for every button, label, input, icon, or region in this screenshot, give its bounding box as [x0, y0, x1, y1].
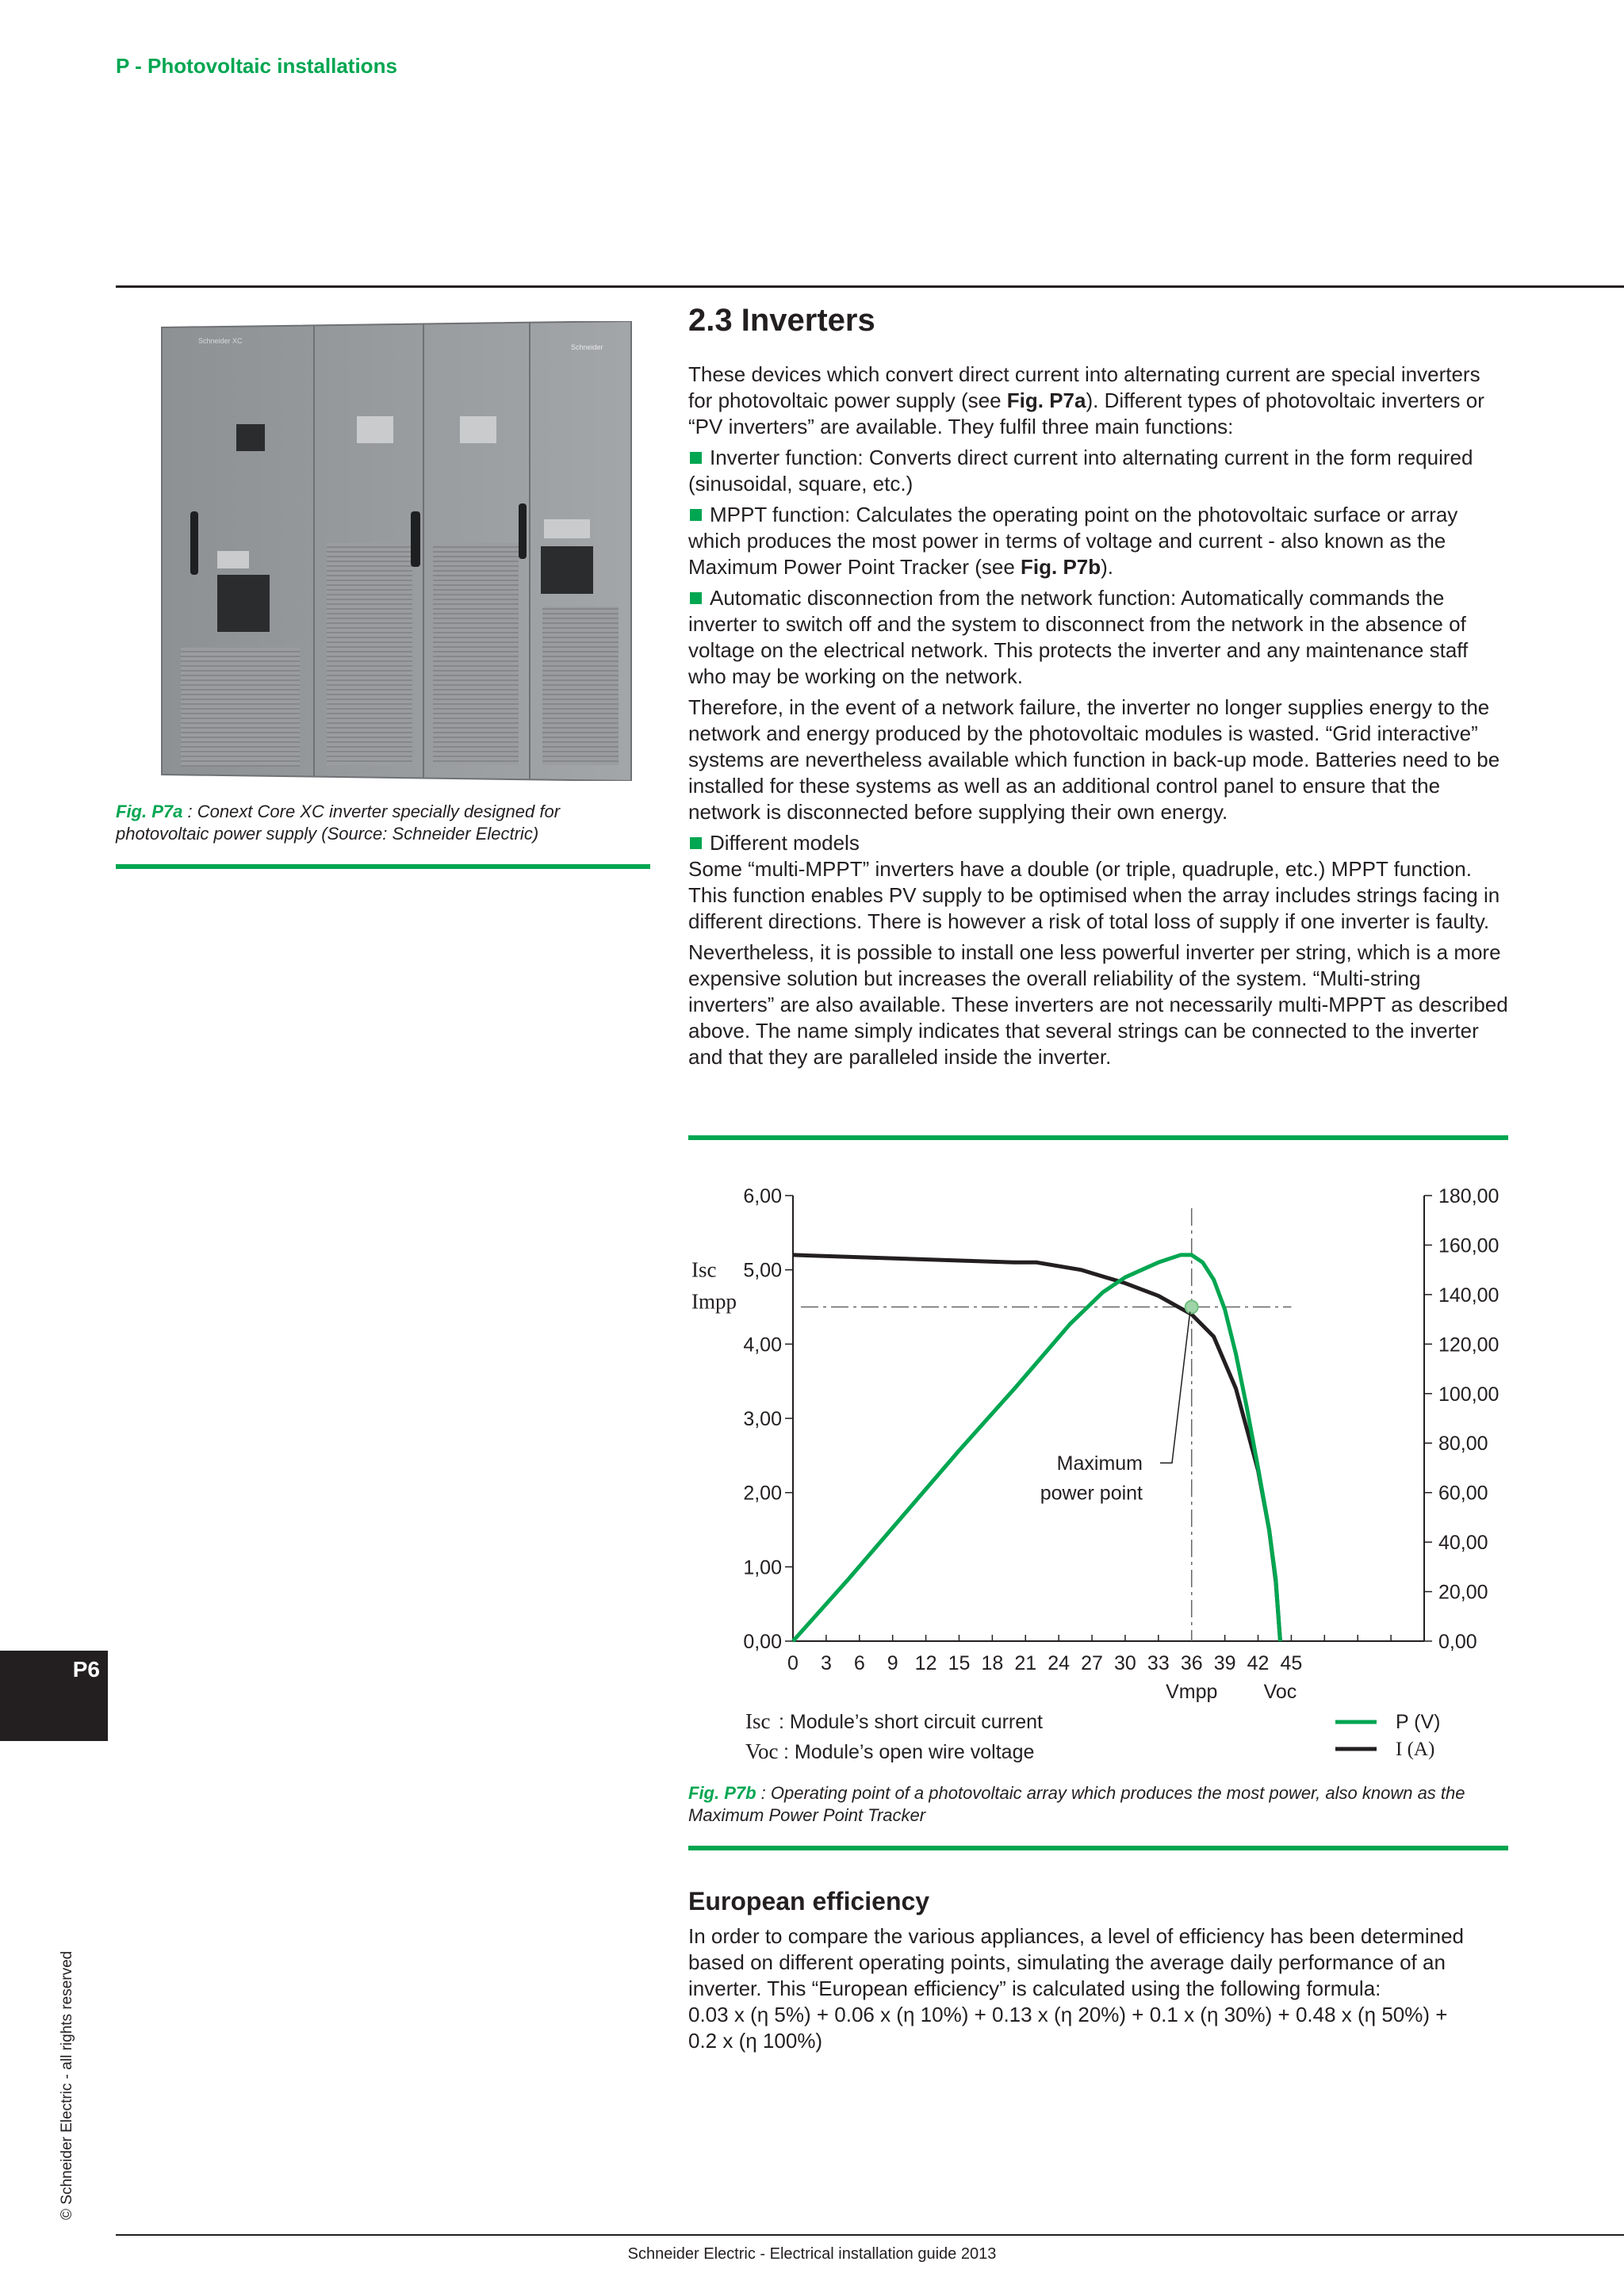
- mpp-leader-line: [1160, 1312, 1190, 1464]
- y-right-tick-label: 140,00: [1438, 1284, 1500, 1307]
- y-right-tick-label: 60,00: [1438, 1482, 1488, 1505]
- legend-label: I (A): [1396, 1739, 1435, 1760]
- impp-label: Impp: [691, 1289, 737, 1314]
- x-tick-label: 12: [914, 1652, 937, 1674]
- footer-text: Schneider Electric - Electrical installation guide 2013: [627, 2245, 997, 2263]
- isc-label: Isc: [691, 1257, 717, 1282]
- mpp-label-line2: power point: [1040, 1482, 1143, 1505]
- european-efficiency-body: [688, 1923, 1513, 2054]
- current-curve: [793, 1255, 1280, 1641]
- section-title: 2.3 Inverters: [688, 303, 875, 338]
- y-left-tick-label: 3,00: [743, 1408, 782, 1430]
- x-tick-label: 21: [1014, 1652, 1037, 1674]
- x-tick-label: 30: [1114, 1652, 1136, 1674]
- x-tick-label: 39: [1213, 1652, 1236, 1674]
- figure-p7a-caption: [116, 801, 623, 845]
- y-left-tick-label: 6,00: [743, 1185, 782, 1207]
- y-right-tick-label: 80,00: [1438, 1433, 1488, 1456]
- vmpp-label: Vmpp: [1166, 1681, 1218, 1703]
- y-right-tick-label: 160,00: [1438, 1234, 1500, 1257]
- figure-p7a-caption-text: : Conext Core XC inverter specially designed for photovoltaic power supply (Source: Schneider Electric): [116, 802, 561, 844]
- x-tick-label: 15: [948, 1652, 971, 1674]
- x-tick-label: 33: [1147, 1652, 1170, 1674]
- figure-p7a-label: Fig. P7a: [116, 802, 183, 821]
- page-header-title: P - Photovoltaic installations: [116, 54, 397, 78]
- x-tick-label: 45: [1280, 1652, 1303, 1674]
- y-right-tick-label: 20,00: [1438, 1581, 1488, 1604]
- x-tick-label: 36: [1180, 1652, 1203, 1674]
- note-abbr: Isc: [745, 1709, 771, 1733]
- y-right-tick-label: 180,00: [1438, 1185, 1500, 1207]
- page-tab: [0, 1651, 108, 1741]
- y-left-tick-label: 0,00: [743, 1631, 782, 1653]
- x-tick-label: 9: [887, 1652, 898, 1674]
- european-efficiency-title: European efficiency: [688, 1887, 930, 1915]
- top-rule: [116, 285, 1624, 288]
- y-left-tick-label: 4,00: [743, 1334, 782, 1357]
- y-right-tick-label: 100,00: [1438, 1383, 1500, 1406]
- european-efficiency-formula-1: 0.03 x (η 5%) + 0.06 x (η 10%) + 0.13 x (η 20%) + 0.1 x (η 30%) + 0.48 x (η 50%) +: [688, 2003, 1448, 2026]
- figure-p7b-caption: [688, 1782, 1513, 1827]
- bullet-square-icon: [690, 837, 702, 849]
- image-text-1: Schneider XC: [198, 337, 243, 345]
- bullet-square-icon: [690, 509, 702, 521]
- note-text: : Module’s open wire voltage: [783, 1741, 1035, 1763]
- x-tick-label: 6: [853, 1652, 865, 1674]
- y-right-tick-label: 120,00: [1438, 1334, 1500, 1357]
- fig-ref-p7b: Fig. P7b: [1021, 555, 1101, 579]
- bullet-square-icon: [690, 452, 702, 464]
- paragraph-network-failure: Therefore, in the event of a network failure, the inverter no longer supplies energy to the network and energy produced by the photovoltaic modules is wasted. “Grid interactive” systems are nevertheless available which function in back-up mode. Batteries need to be installed for these systems as well as an additional control panel to ensure that the network is disconnected before supplying their own energy.: [688, 695, 1500, 824]
- figure-b-bottom-rule: [688, 1846, 1508, 1850]
- note-text: : Module’s short circuit current: [779, 1711, 1043, 1733]
- european-efficiency-formula-2: 0.2 x (η 100%): [688, 2029, 823, 2053]
- x-tick-label: 42: [1247, 1652, 1270, 1674]
- bullet-square-icon: [690, 592, 702, 604]
- x-tick-label: 24: [1048, 1652, 1071, 1674]
- paragraph-multi-mppt: Some “multi-MPPT” inverters have a double (or triple, quadruple, etc.) MPPT function. This function enables PV supply to be optimised when the array includes strings facing in different directions. There is however a risk of total loss of supply if one inverter is faulty.: [688, 857, 1500, 933]
- inverter-photo: [159, 321, 634, 781]
- bullet-different-models: Different models: [688, 830, 1510, 856]
- x-tick-label: 0: [787, 1652, 799, 1674]
- figure-a-rule: [116, 864, 650, 869]
- x-tick-label: 3: [820, 1652, 832, 1674]
- mpp-label-line1: Maximum: [1056, 1452, 1143, 1475]
- note-abbr: Voc: [745, 1739, 779, 1763]
- image-text-2: Schneider: [571, 343, 603, 351]
- y-left-tick-label: 1,00: [743, 1556, 782, 1579]
- x-tick-label: 18: [981, 1652, 1004, 1674]
- figure-p7b-label: Fig. P7b: [688, 1783, 756, 1803]
- bullet-inverter-function: Inverter function: Converts direct current into alternating current in the form required (sinusoidal, square, etc.): [688, 446, 1473, 496]
- x-tick-label: 27: [1081, 1652, 1103, 1674]
- bullet-mppt-function: MPPT function: Calculates the operating point on the photovoltaic surface or array which produces the most power in terms of voltage and current - also known as the Maximum Power Point Tracker (see Fig. P7b).: [688, 503, 1458, 579]
- copyright-text: © Schneider Electric - all rights reserved: [59, 1950, 75, 2220]
- bullet-disconnection-function: Automatic disconnection from the network function: Automatically commands the inverter to switch off and the system to disconnect from the network in the absence of voltage on the electrical network. This protects the inverter and any maintenance staff who may be working on the network.: [688, 586, 1469, 688]
- bottom-rule: [116, 2234, 1624, 2236]
- voc-label: Voc: [1263, 1681, 1297, 1703]
- legend-label: P (V): [1396, 1711, 1441, 1733]
- y-right-tick-label: 40,00: [1438, 1532, 1488, 1555]
- y-left-tick-label: 5,00: [743, 1259, 782, 1282]
- fig-ref-p7a: Fig. P7a: [1006, 388, 1086, 412]
- y-left-tick-label: 2,00: [743, 1482, 782, 1505]
- figure-b-top-rule: [688, 1135, 1508, 1140]
- page-tab-label: P6: [72, 1657, 100, 1682]
- mppt-chart: [688, 1173, 1510, 1776]
- figure-p7b-caption-text: : Operating point of a photovoltaic array which produces the most power, also known as the Maximum Power Point Tracker: [688, 1783, 1465, 1825]
- european-efficiency-text: In order to compare the various appliances, a level of efficiency has been determined based on different operating points, simulating the average daily performance of an inverter. This “European efficiency” is calculated using the following formula:: [688, 1924, 1464, 2000]
- paragraph-multi-string: Nevertheless, it is possible to install one less powerful inverter per string, which is a more expensive solution but increases the overall reliability of the system. “Multi-string inverters” are also available. These inverters are not necessarily multi-MPPT as described above. The name simply indicates that several strings can be connected to the inverter and that they are paralleled inside the inverter.: [688, 940, 1508, 1069]
- section-body: [688, 362, 1510, 1075]
- paragraph-intro: These devices which convert direct current into alternating current are special inverters for photovoltaic power supply (see Fig. P7a). Different types of photovoltaic inverters or “PV inverters” are available. They fulfil three main functions:: [688, 362, 1484, 438]
- mpp-marker: [1185, 1301, 1198, 1314]
- power-curve: [793, 1255, 1280, 1641]
- y-right-tick-label: 0,00: [1438, 1631, 1477, 1653]
